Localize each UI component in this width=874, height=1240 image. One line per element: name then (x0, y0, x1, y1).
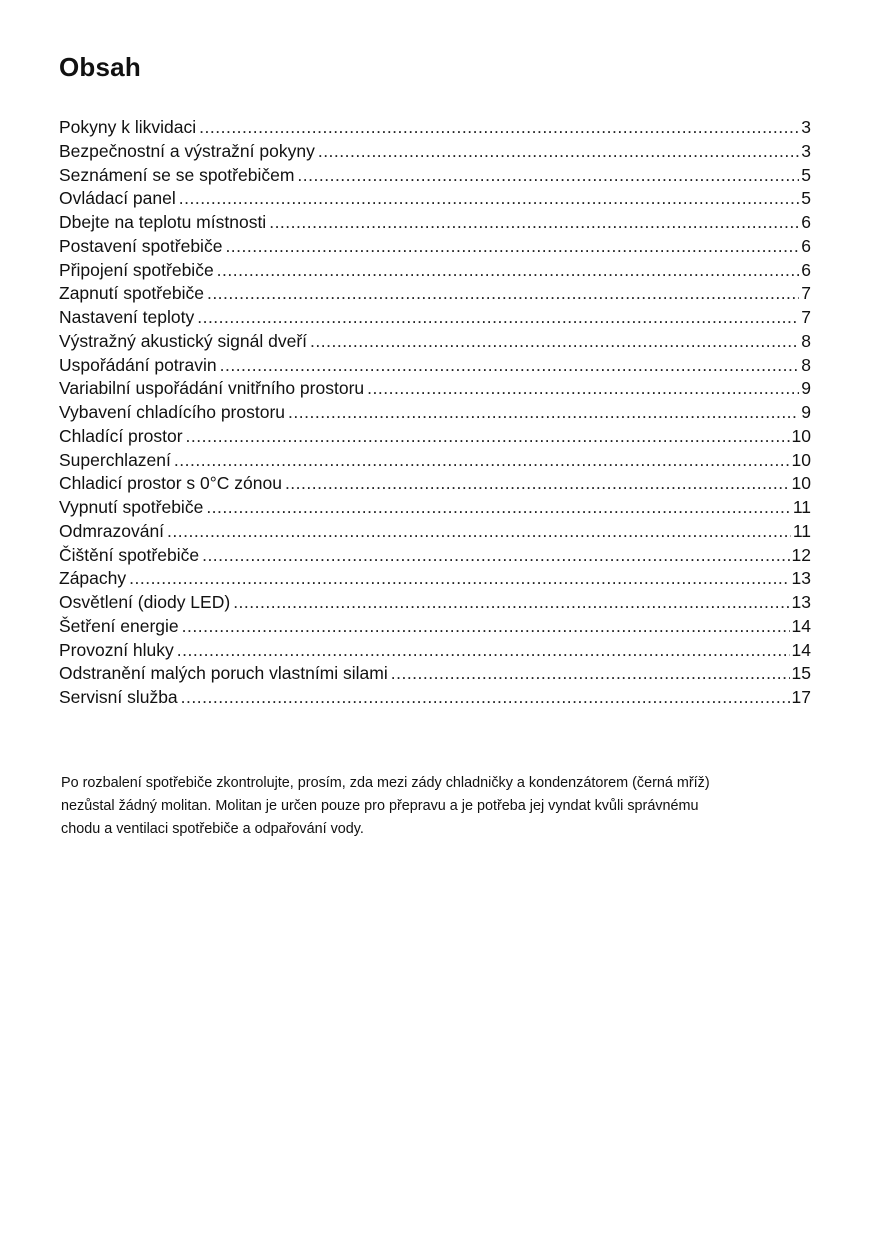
toc-dot-leader (220, 354, 800, 378)
toc-entry-page: 8 (801, 354, 811, 375)
toc-entry[interactable] (59, 282, 811, 306)
toc-entry-page: 14 (791, 639, 811, 660)
toc-entry-label: Připojení spotřebiče (59, 259, 214, 280)
toc-entry[interactable] (59, 377, 811, 401)
toc-entry-label: Osvětlení (diody LED) (59, 592, 231, 612)
toc-dot-leader (129, 567, 789, 591)
toc-entry[interactable] (59, 639, 811, 663)
toc-entry-label: Variabilní uspořádání vnitřního prostoru (59, 378, 365, 399)
toc-entry-page: 7 (801, 307, 811, 327)
toc-entry[interactable] (59, 425, 811, 449)
toc-dot-leader (318, 140, 799, 164)
toc-entry[interactable] (59, 472, 811, 496)
toc-entry-label: Šetření energie (59, 615, 179, 636)
toc-entry[interactable] (59, 211, 811, 235)
toc-dot-leader (233, 591, 789, 615)
toc-entry-page: 8 (801, 330, 811, 351)
toc-dot-leader (197, 306, 799, 330)
toc-dot-leader (288, 401, 799, 425)
toc-entry-label: Nastavení teploty (59, 307, 195, 327)
toc-entry[interactable] (59, 116, 811, 140)
toc-entry-page: 6 (801, 259, 811, 280)
toc-entry[interactable] (59, 187, 811, 211)
toc-dot-leader (177, 639, 790, 663)
toc-entry[interactable] (59, 686, 811, 710)
toc-dot-leader (179, 187, 800, 211)
toc-entry-label: Ovládací panel (59, 188, 176, 209)
toc-dot-leader (202, 544, 789, 568)
toc-dot-leader (186, 425, 790, 449)
toc-entry-label: Seznámení se se spotřebičem (59, 164, 295, 185)
toc-dot-leader (182, 615, 790, 639)
toc-entry[interactable] (59, 662, 811, 686)
toc-entry-page: 13 (791, 568, 811, 589)
toc-entry-label: Zapnutí spotřebiče (59, 283, 204, 304)
toc-entry-label: Vybavení chladícího prostoru (59, 402, 286, 422)
toc-entry-label: Výstražný akustický signál dveří (59, 330, 308, 351)
toc-dot-leader (217, 259, 800, 283)
toc-dot-leader (269, 211, 799, 235)
toc-entry-label: Odstranění malých poruch vlastními silami (59, 663, 388, 684)
toc-entry-label: Vypnutí spotřebiče (59, 497, 204, 517)
unpacking-note-line: Po rozbalení spotřebiče zkontrolujte, prosím, zda mezi zády chladničky a kondenzátorem (černá mříž) (61, 775, 710, 791)
toc-entry-label: Čištění spotřebiče (59, 544, 200, 565)
page-title: Obsah (59, 52, 141, 82)
toc-entry-page: 10 (791, 449, 811, 470)
toc-entry-page: 9 (801, 378, 811, 399)
unpacking-note (61, 772, 821, 841)
toc-entry-label: Odmrazování (59, 520, 165, 541)
toc-entry-page: 7 (801, 283, 811, 304)
toc-entry[interactable] (59, 354, 811, 378)
toc-entry-page: 14 (791, 615, 811, 636)
toc-entry[interactable] (59, 259, 811, 283)
toc-entry-label: Bezpečnostní a výstražní pokyny (59, 140, 315, 161)
toc-entry[interactable] (59, 496, 811, 520)
toc-dot-leader (206, 496, 791, 520)
toc-entry-page: 17 (791, 687, 811, 707)
toc-entry-label: Chladicí prostor s 0°C zónou (59, 473, 282, 494)
unpacking-note-line: chodu a ventilaci spotřebiče a odpařování vody. (61, 821, 364, 837)
toc-dot-leader (174, 449, 790, 473)
toc-dot-leader (181, 686, 790, 710)
toc-dot-leader (367, 377, 799, 401)
toc-entry-page: 12 (791, 544, 811, 565)
toc-dot-leader (199, 116, 799, 140)
toc-entry-label: Chladící prostor (59, 425, 183, 446)
toc-entry[interactable] (59, 520, 811, 544)
toc-entry[interactable] (59, 567, 811, 591)
toc-entry-page: 15 (791, 663, 811, 684)
toc-entry-label: Postavení spotřebiče (59, 235, 223, 256)
toc-dot-leader (297, 164, 799, 188)
table-of-contents (59, 116, 811, 710)
toc-entry-label: Pokyny k likvidaci (59, 117, 197, 137)
toc-entry[interactable] (59, 615, 811, 639)
toc-entry-page: 13 (791, 592, 811, 612)
toc-entry-label: Superchlazení (59, 449, 171, 470)
toc-entry-page: 11 (792, 497, 811, 517)
toc-entry-page: 5 (801, 188, 811, 209)
toc-entry[interactable] (59, 401, 811, 425)
toc-entry[interactable] (59, 235, 811, 259)
toc-dot-leader (207, 282, 799, 306)
toc-dot-leader (285, 472, 790, 496)
toc-entry-page: 3 (801, 140, 811, 161)
toc-entry-page: 10 (791, 425, 811, 446)
toc-entry[interactable] (59, 140, 811, 164)
toc-entry-page: 6 (801, 212, 811, 232)
toc-entry-label: Uspořádání potravin (59, 354, 217, 375)
toc-entry-page: 3 (801, 117, 811, 137)
toc-entry-label: Zápachy (59, 568, 127, 589)
toc-dot-leader (225, 235, 799, 259)
toc-entry[interactable] (59, 164, 811, 188)
toc-entry-label: Dbejte na teplotu místnosti (59, 212, 267, 232)
toc-entry-page: 5 (801, 164, 811, 185)
toc-entry[interactable] (59, 544, 811, 568)
toc-dot-leader (310, 330, 799, 354)
toc-dot-leader (167, 520, 791, 544)
toc-entry[interactable] (59, 330, 811, 354)
toc-entry-page: 6 (801, 235, 811, 256)
toc-entry[interactable] (59, 306, 811, 330)
toc-dot-leader (391, 662, 790, 686)
toc-entry-page: 11 (792, 520, 811, 541)
toc-entry-page: 10 (791, 473, 811, 494)
toc-entry-label: Provozní hluky (59, 639, 174, 660)
toc-entry[interactable] (59, 449, 811, 473)
toc-entry[interactable] (59, 591, 811, 615)
toc-entry-label: Servisní služba (59, 687, 178, 707)
unpacking-note-line: nezůstal žádný molitan. Molitan je určen pouze pro přepravu a je potřeba jej vyndat kvůli správnému (61, 798, 699, 814)
toc-entry-page: 9 (801, 402, 811, 422)
